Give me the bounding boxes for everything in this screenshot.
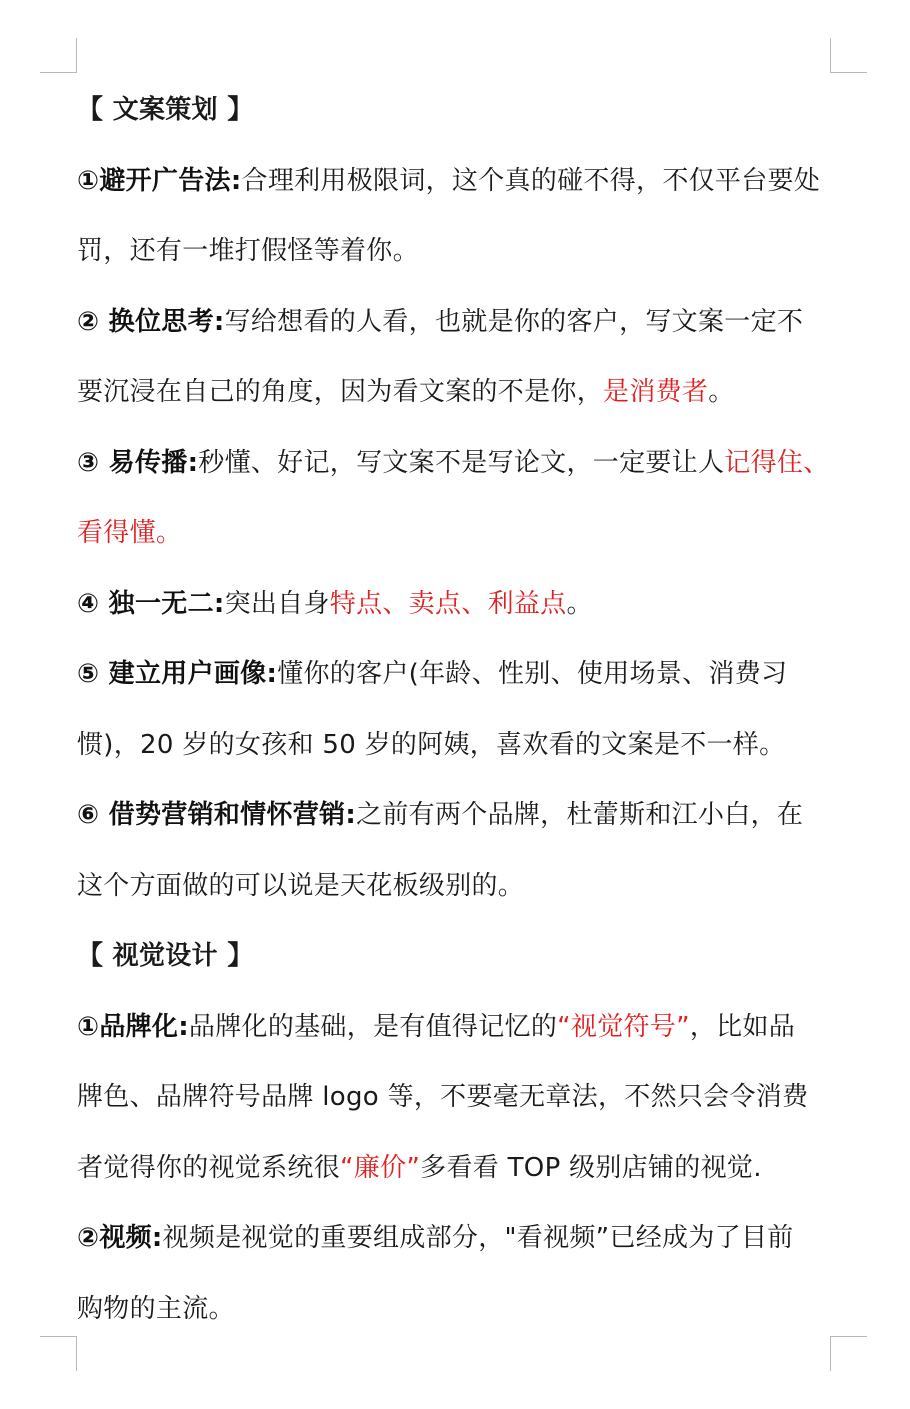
item-text: 罚，还有一堆打假怪等着你。 <box>77 236 419 266</box>
highlight-text: 特点、卖点、利益点 <box>329 588 567 619</box>
item-label: ④ 独一无二: <box>77 588 225 619</box>
item-text: 多看看 TOP 级别店铺的视觉. <box>420 1152 762 1183</box>
highlight-text: 是消费者 <box>603 377 709 407</box>
paragraph-avoid-ad-law-line-1 <box>77 157 837 228</box>
item-text: 突出自身 <box>224 588 330 619</box>
page-corner-mark-top-left <box>40 38 77 73</box>
item-text: 惯)，20 岁的女孩和 50 岁的阿姨，喜欢看的文案是不一样。 <box>77 729 786 760</box>
paragraph-trend-marketing-line-1 <box>77 791 837 862</box>
page-corner-mark-bottom-left <box>40 1336 77 1371</box>
section-heading-visual-design: 【 视觉设计 】 <box>77 941 254 971</box>
item-text: 写给想看的人看，也就是你的客户，写文案一定不 <box>224 306 804 337</box>
paragraph-easy-spread-line-1 <box>77 439 837 510</box>
document-page <box>77 86 837 1355</box>
highlight-text: 看得懂。 <box>77 518 183 548</box>
paragraph-branding-line-1 <box>77 1003 837 1074</box>
item-text: 要沉浸在自己的角度，因为看文案的不是你， <box>77 377 604 407</box>
paragraph-user-persona-line-2 <box>77 721 837 792</box>
item-text: 牌色、品牌符号品牌 logo 等，不要毫无章法，不然只会令消费 <box>77 1082 809 1112</box>
item-text: 秒懂、好记，写文案不是写论文，一定要让人 <box>198 447 725 478</box>
item-text: 懂你的客户(年龄、性别、使用场景、消费习 <box>277 659 788 689</box>
paragraph-branding-line-2 <box>77 1073 837 1144</box>
item-text: 合理利用极限词，这个真的碰不得，不仅平台要处 <box>241 165 821 196</box>
item-text: 品牌化的基础，是有值得记忆的 <box>188 1011 558 1042</box>
item-label: ⑤ 建立用户画像: <box>77 659 278 689</box>
highlight-text: “视觉符号” <box>557 1011 690 1042</box>
highlight-text: 记得住、 <box>724 447 830 478</box>
item-text: 者觉得你的视觉系统很 <box>77 1152 341 1183</box>
paragraph-video-line-2 <box>77 1285 837 1356</box>
item-text: 购物的主流。 <box>77 1293 235 1324</box>
highlight-text: “廉价” <box>340 1152 421 1183</box>
item-text: 之前有两个品牌，杜蕾斯和江小白，在 <box>356 800 804 830</box>
paragraph-unique-line-1 <box>77 580 837 651</box>
paragraph-avoid-ad-law-line-2 <box>77 227 837 298</box>
paragraph-video-line-1 <box>77 1214 837 1285</box>
item-text: ，比如品 <box>689 1011 796 1042</box>
section-heading-copywriting: 【 文案策划 】 <box>77 95 254 125</box>
paragraph-branding-line-3 <box>77 1144 837 1215</box>
item-label: ③ 易传播: <box>77 447 199 478</box>
item-text: 视频是视觉的重要组成部分，"看视频”已经成为了目前 <box>162 1223 794 1253</box>
item-text: 。 <box>708 377 735 407</box>
paragraph-easy-spread-line-2 <box>77 509 837 580</box>
item-label: ② 换位思考: <box>77 306 225 337</box>
item-label: ①品牌化: <box>77 1011 189 1042</box>
item-label: ①避开广告法: <box>77 165 242 196</box>
paragraph-perspective-line-2 <box>77 368 837 439</box>
item-label: ⑥ 借势营销和情怀营销: <box>77 800 357 830</box>
paragraph-perspective-line-1 <box>77 298 837 369</box>
paragraph-trend-marketing-line-2 <box>77 862 837 933</box>
item-label: ②视频: <box>77 1223 163 1253</box>
item-text: 。 <box>566 588 593 619</box>
page-corner-mark-top-right <box>830 38 867 73</box>
item-text: 这个方面做的可以说是天花板级别的。 <box>77 870 525 901</box>
paragraph-user-persona-line-1 <box>77 650 837 721</box>
